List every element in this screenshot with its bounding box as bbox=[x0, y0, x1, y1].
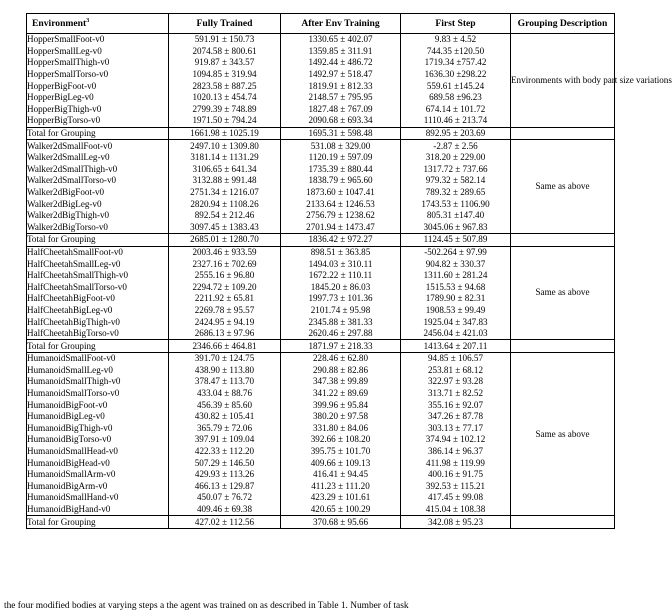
cell-first-step: 94.85 ± 106.57 bbox=[401, 353, 511, 365]
cell-after-env-training: 2101.74 ± 95.98 bbox=[281, 305, 401, 317]
cell-fully-trained: 3181.14 ± 1131.29 bbox=[169, 152, 281, 164]
cell-fully-trained: 3106.65 ± 641.34 bbox=[169, 164, 281, 176]
cell-fully-trained: 409.46 ± 69.38 bbox=[169, 504, 281, 516]
cell-first-step: 1719.34 ±757.42 bbox=[401, 57, 511, 69]
cell-environment: HopperBigThigh-v0 bbox=[27, 104, 169, 116]
cell-first-step: 347.26 ± 87.78 bbox=[401, 411, 511, 423]
table-total-row bbox=[27, 234, 615, 247]
cell-first-step: 386.14 ± 96.37 bbox=[401, 446, 511, 458]
cell-fully-trained: 2327.16 ± 702.69 bbox=[169, 258, 281, 270]
cell-grouping-description: Same as above bbox=[511, 246, 615, 340]
cell-after-env-training: 2148.57 ± 795.95 bbox=[281, 92, 401, 104]
cell-first-step: 417.45 ± 99.08 bbox=[401, 492, 511, 504]
cell-first-step: 355.16 ± 92.07 bbox=[401, 399, 511, 411]
cell-environment: HumanoidSmallHead-v0 bbox=[27, 446, 169, 458]
cell-first-step: 415.04 ± 108.38 bbox=[401, 504, 511, 516]
cell-total-label: Total for Grouping bbox=[27, 127, 169, 140]
column-header-after-env-training: After Env Training bbox=[281, 14, 401, 34]
cell-environment: HumanoidBigArm-v0 bbox=[27, 481, 169, 493]
cell-after-env-training: 290.88 ± 82.86 bbox=[281, 365, 401, 377]
cell-grouping-description: Same as above bbox=[511, 353, 615, 516]
cell-environment: Walker2dSmallLeg-v0 bbox=[27, 152, 169, 164]
cell-environment: Walker2dBigThigh-v0 bbox=[27, 210, 169, 222]
cell-after-env-training: 1873.60 ± 1047.41 bbox=[281, 187, 401, 199]
cell-fully-trained: 2820.94 ± 1108.26 bbox=[169, 198, 281, 210]
cell-first-step: 3045.06 ± 967.83 bbox=[401, 222, 511, 234]
cell-environment: HumanoidSmallFoot-v0 bbox=[27, 353, 169, 365]
cell-first-step: 411.98 ± 119.99 bbox=[401, 457, 511, 469]
cell-after-env-training: 1494.03 ± 310.11 bbox=[281, 258, 401, 270]
cell-environment: HalfCheetahBigTorso-v0 bbox=[27, 328, 169, 340]
cell-environment: Walker2dSmallThigh-v0 bbox=[27, 164, 169, 176]
table-header-row bbox=[27, 14, 615, 34]
cell-total-after-env-training: 370.68 ± 95.66 bbox=[281, 516, 401, 529]
cell-fully-trained: 422.33 ± 112.20 bbox=[169, 446, 281, 458]
cell-first-step: 9.83 ± 4.52 bbox=[401, 34, 511, 46]
cell-environment: HalfCheetahBigLeg-v0 bbox=[27, 305, 169, 317]
table-total-row bbox=[27, 516, 615, 529]
results-table-container bbox=[26, 13, 672, 529]
cell-total-grouping-description bbox=[511, 516, 615, 529]
cell-total-label: Total for Grouping bbox=[27, 340, 169, 353]
cell-fully-trained: 365.79 ± 72.06 bbox=[169, 423, 281, 435]
cell-total-fully-trained: 2685.01 ± 1280.70 bbox=[169, 234, 281, 247]
cell-fully-trained: 2211.92 ± 65.81 bbox=[169, 293, 281, 305]
cell-first-step: 744.35 ±120.50 bbox=[401, 46, 511, 58]
cell-after-env-training: 2756.79 ± 1238.62 bbox=[281, 210, 401, 222]
cell-environment: HopperSmallLeg-v0 bbox=[27, 46, 169, 58]
column-header-environment-label: Environment bbox=[32, 17, 87, 29]
column-header-environment bbox=[27, 14, 169, 34]
table-row bbox=[27, 34, 615, 46]
column-header-fully-trained: Fully Trained bbox=[169, 14, 281, 34]
cell-first-step: 1317.72 ± 737.66 bbox=[401, 164, 511, 176]
cell-first-step: 374.94 ± 102.12 bbox=[401, 434, 511, 446]
table-total-row bbox=[27, 127, 615, 140]
cell-after-env-training: 1672.22 ± 110.11 bbox=[281, 270, 401, 282]
cell-environment: Walker2dBigFoot-v0 bbox=[27, 187, 169, 199]
cell-fully-trained: 2424.95 ± 94.19 bbox=[169, 316, 281, 328]
cell-after-env-training: 423.29 ± 101.61 bbox=[281, 492, 401, 504]
cell-after-env-training: 395.75 ± 101.70 bbox=[281, 446, 401, 458]
cell-fully-trained: 429.93 ± 113.26 bbox=[169, 469, 281, 481]
cell-total-first-step: 342.08 ± 95.23 bbox=[401, 516, 511, 529]
cell-after-env-training: 392.66 ± 108.20 bbox=[281, 434, 401, 446]
table-total-row bbox=[27, 340, 615, 353]
cell-after-env-training: 531.08 ± 329.00 bbox=[281, 140, 401, 152]
cell-fully-trained: 456.39 ± 85.60 bbox=[169, 399, 281, 411]
cell-fully-trained: 3132.88 ± 991.48 bbox=[169, 175, 281, 187]
cell-environment: HalfCheetahSmallLeg-v0 bbox=[27, 258, 169, 270]
cell-environment: HumanoidBigThigh-v0 bbox=[27, 423, 169, 435]
cell-after-env-training: 2133.64 ± 1246.53 bbox=[281, 198, 401, 210]
cell-environment: HopperSmallFoot-v0 bbox=[27, 34, 169, 46]
column-header-environment-superscript: 3 bbox=[86, 17, 90, 24]
cell-environment: HumanoidSmallThigh-v0 bbox=[27, 376, 169, 388]
cell-fully-trained: 2269.78 ± 95.57 bbox=[169, 305, 281, 317]
cell-environment: HumanoidSmallArm-v0 bbox=[27, 469, 169, 481]
cell-environment: HumanoidSmallLeg-v0 bbox=[27, 365, 169, 377]
cell-first-step: 789.32 ± 289.65 bbox=[401, 187, 511, 199]
cell-after-env-training: 1845.20 ± 86.03 bbox=[281, 281, 401, 293]
cell-total-after-env-training: 1871.97 ± 218.33 bbox=[281, 340, 401, 353]
cell-first-step: 400.16 ± 91.75 bbox=[401, 469, 511, 481]
cell-first-step: 904.82 ± 330.37 bbox=[401, 258, 511, 270]
cell-after-env-training: 228.46 ± 62.80 bbox=[281, 353, 401, 365]
cell-after-env-training: 1819.91 ± 812.33 bbox=[281, 80, 401, 92]
cell-fully-trained: 2074.58 ± 800.61 bbox=[169, 46, 281, 58]
cell-total-after-env-training: 1695.31 ± 598.48 bbox=[281, 127, 401, 140]
cell-total-first-step: 892.95 ± 203.69 bbox=[401, 127, 511, 140]
cell-after-env-training: 341.22 ± 89.69 bbox=[281, 388, 401, 400]
cell-fully-trained: 2497.10 ± 1309.80 bbox=[169, 140, 281, 152]
cell-after-env-training: 347.38 ± 99.89 bbox=[281, 376, 401, 388]
cell-total-fully-trained: 427.02 ± 112.56 bbox=[169, 516, 281, 529]
cell-after-env-training: 420.65 ± 100.29 bbox=[281, 504, 401, 516]
table-body bbox=[27, 34, 672, 529]
cell-fully-trained: 450.07 ± 76.72 bbox=[169, 492, 281, 504]
cell-environment: Walker2dSmallFoot-v0 bbox=[27, 140, 169, 152]
cell-fully-trained: 438.90 ± 113.80 bbox=[169, 365, 281, 377]
cell-environment: HalfCheetahBigThigh-v0 bbox=[27, 316, 169, 328]
cell-total-fully-trained: 1661.98 ± 1025.19 bbox=[169, 127, 281, 140]
cell-after-env-training: 2090.68 ± 693.34 bbox=[281, 115, 401, 127]
cell-environment: Walker2dSmallTorso-v0 bbox=[27, 175, 169, 187]
cell-total-label: Total for Grouping bbox=[27, 516, 169, 529]
cell-first-step: 318.20 ± 229.00 bbox=[401, 152, 511, 164]
cell-environment: HumanoidBigTorso-v0 bbox=[27, 434, 169, 446]
cell-environment: HumanoidSmallTorso-v0 bbox=[27, 388, 169, 400]
cell-environment: HopperSmallThigh-v0 bbox=[27, 57, 169, 69]
cell-fully-trained: 2686.13 ± 97.96 bbox=[169, 328, 281, 340]
cell-after-env-training: 1359.85 ± 311.91 bbox=[281, 46, 401, 58]
cell-fully-trained: 1971.50 ± 794.24 bbox=[169, 115, 281, 127]
cell-fully-trained: 2823.58 ± 887.25 bbox=[169, 80, 281, 92]
cell-environment: HopperSmallTorso-v0 bbox=[27, 69, 169, 81]
cell-first-step: -2.87 ± 2.56 bbox=[401, 140, 511, 152]
cell-fully-trained: 466.13 ± 129.87 bbox=[169, 481, 281, 493]
cell-after-env-training: 416.41 ± 94.45 bbox=[281, 469, 401, 481]
cell-fully-trained: 3097.45 ± 1383.43 bbox=[169, 222, 281, 234]
cell-environment: Walker2dBigLeg-v0 bbox=[27, 198, 169, 210]
cell-environment: HalfCheetahBigFoot-v0 bbox=[27, 293, 169, 305]
cell-first-step: 1925.04 ± 347.83 bbox=[401, 316, 511, 328]
cell-fully-trained: 1020.13 ± 454.74 bbox=[169, 92, 281, 104]
cell-fully-trained: 391.70 ± 124.75 bbox=[169, 353, 281, 365]
cell-environment: HumanoidBigHand-v0 bbox=[27, 504, 169, 516]
cell-first-step: 1789.90 ± 82.31 bbox=[401, 293, 511, 305]
cell-fully-trained: 2003.46 ± 933.59 bbox=[169, 246, 281, 258]
cell-total-grouping-description bbox=[511, 340, 615, 353]
cell-fully-trained: 2294.72 ± 109.20 bbox=[169, 281, 281, 293]
cell-first-step: 322.97 ± 93.28 bbox=[401, 376, 511, 388]
cell-environment: HalfCheetahSmallThigh-v0 bbox=[27, 270, 169, 282]
cell-grouping-description: Environments with body part size variations bbox=[511, 34, 615, 128]
cell-after-env-training: 898.51 ± 363.85 bbox=[281, 246, 401, 258]
cell-environment: HopperBigTorso-v0 bbox=[27, 115, 169, 127]
cell-first-step: 1908.53 ± 99.49 bbox=[401, 305, 511, 317]
cell-environment: HumanoidBigHead-v0 bbox=[27, 457, 169, 469]
cell-after-env-training: 1330.65 ± 402.07 bbox=[281, 34, 401, 46]
figure-caption: the four modified bodies at varying steps a the agent was trained on as described in Table 1. Number of task bbox=[4, 601, 409, 611]
cell-total-grouping-description bbox=[511, 234, 615, 247]
cell-environment: HumanoidBigFoot-v0 bbox=[27, 399, 169, 411]
cell-environment: Walker2dBigTorso-v0 bbox=[27, 222, 169, 234]
cell-total-first-step: 1413.64 ± 207.11 bbox=[401, 340, 511, 353]
cell-first-step: 1515.53 ± 94.68 bbox=[401, 281, 511, 293]
cell-after-env-training: 1120.19 ± 597.09 bbox=[281, 152, 401, 164]
cell-environment: HalfCheetahSmallFoot-v0 bbox=[27, 246, 169, 258]
cell-fully-trained: 919.87 ± 343.57 bbox=[169, 57, 281, 69]
column-header-first-step: First Step bbox=[401, 14, 511, 34]
cell-total-label: Total for Grouping bbox=[27, 234, 169, 247]
table-row bbox=[27, 246, 615, 258]
cell-after-env-training: 2701.94 ± 1473.47 bbox=[281, 222, 401, 234]
cell-first-step: 2456.04 ± 421.03 bbox=[401, 328, 511, 340]
cell-fully-trained: 378.47 ± 113.70 bbox=[169, 376, 281, 388]
cell-first-step: 303.13 ± 77.17 bbox=[401, 423, 511, 435]
cell-first-step: 253.81 ± 68.12 bbox=[401, 365, 511, 377]
cell-first-step: -502.264 ± 97.99 bbox=[401, 246, 511, 258]
cell-after-env-training: 2620.46 ± 297.88 bbox=[281, 328, 401, 340]
table-row bbox=[27, 353, 615, 365]
results-table bbox=[26, 13, 672, 529]
cell-after-env-training: 1827.48 ± 767.09 bbox=[281, 104, 401, 116]
cell-fully-trained: 397.91 ± 109.04 bbox=[169, 434, 281, 446]
cell-first-step: 689.58 ±96.23 bbox=[401, 92, 511, 104]
cell-fully-trained: 2799.39 ± 748.89 bbox=[169, 104, 281, 116]
cell-grouping-description: Same as above bbox=[511, 140, 615, 234]
cell-first-step: 979.32 ± 582.14 bbox=[401, 175, 511, 187]
cell-after-env-training: 2345.88 ± 381.33 bbox=[281, 316, 401, 328]
cell-total-fully-trained: 2346.66 ± 464.81 bbox=[169, 340, 281, 353]
cell-after-env-training: 331.80 ± 84.06 bbox=[281, 423, 401, 435]
cell-fully-trained: 2555.16 ± 96.80 bbox=[169, 270, 281, 282]
column-header-grouping-description: Grouping Description bbox=[511, 14, 615, 34]
cell-first-step: 1743.53 ± 1106.90 bbox=[401, 198, 511, 210]
cell-after-env-training: 1735.39 ± 880.44 bbox=[281, 164, 401, 176]
cell-first-step: 559.61 ±145.24 bbox=[401, 80, 511, 92]
cell-fully-trained: 892.54 ± 212.46 bbox=[169, 210, 281, 222]
cell-after-env-training: 1492.44 ± 486.72 bbox=[281, 57, 401, 69]
cell-after-env-training: 1492.97 ± 518.47 bbox=[281, 69, 401, 81]
cell-first-step: 1110.46 ± 213.74 bbox=[401, 115, 511, 127]
cell-fully-trained: 2751.34 ± 1216.07 bbox=[169, 187, 281, 199]
cell-after-env-training: 409.66 ± 109.13 bbox=[281, 457, 401, 469]
cell-total-after-env-training: 1836.42 ± 972.27 bbox=[281, 234, 401, 247]
cell-total-grouping-description bbox=[511, 127, 615, 140]
cell-fully-trained: 433.04 ± 88.76 bbox=[169, 388, 281, 400]
cell-after-env-training: 1838.79 ± 965.60 bbox=[281, 175, 401, 187]
table-header bbox=[27, 14, 615, 34]
cell-total-first-step: 1124.45 ± 507.89 bbox=[401, 234, 511, 247]
cell-fully-trained: 507.29 ± 146.50 bbox=[169, 457, 281, 469]
cell-first-step: 313.71 ± 82.52 bbox=[401, 388, 511, 400]
cell-after-env-training: 1997.73 ± 101.36 bbox=[281, 293, 401, 305]
cell-after-env-training: 380.20 ± 97.58 bbox=[281, 411, 401, 423]
table-row bbox=[27, 140, 615, 152]
cell-environment: HumanoidBigLeg-v0 bbox=[27, 411, 169, 423]
cell-environment: HalfCheetahSmallTorso-v0 bbox=[27, 281, 169, 293]
cell-environment: HopperBigLeg-v0 bbox=[27, 92, 169, 104]
cell-fully-trained: 1094.85 ± 319.94 bbox=[169, 69, 281, 81]
cell-first-step: 392.53 ± 115.21 bbox=[401, 481, 511, 493]
cell-environment: HumanoidSmallHand-v0 bbox=[27, 492, 169, 504]
cell-after-env-training: 399.96 ± 95.84 bbox=[281, 399, 401, 411]
cell-first-step: 1311.60 ± 281.24 bbox=[401, 270, 511, 282]
cell-first-step: 1636.30 ±298.22 bbox=[401, 69, 511, 81]
cell-fully-trained: 591.91 ± 150.73 bbox=[169, 34, 281, 46]
cell-after-env-training: 411.23 ± 111.20 bbox=[281, 481, 401, 493]
cell-first-step: 805.31 ±147.40 bbox=[401, 210, 511, 222]
cell-first-step: 674.14 ± 101.72 bbox=[401, 104, 511, 116]
cell-environment: HopperBigFoot-v0 bbox=[27, 80, 169, 92]
cell-fully-trained: 430.82 ± 105.41 bbox=[169, 411, 281, 423]
